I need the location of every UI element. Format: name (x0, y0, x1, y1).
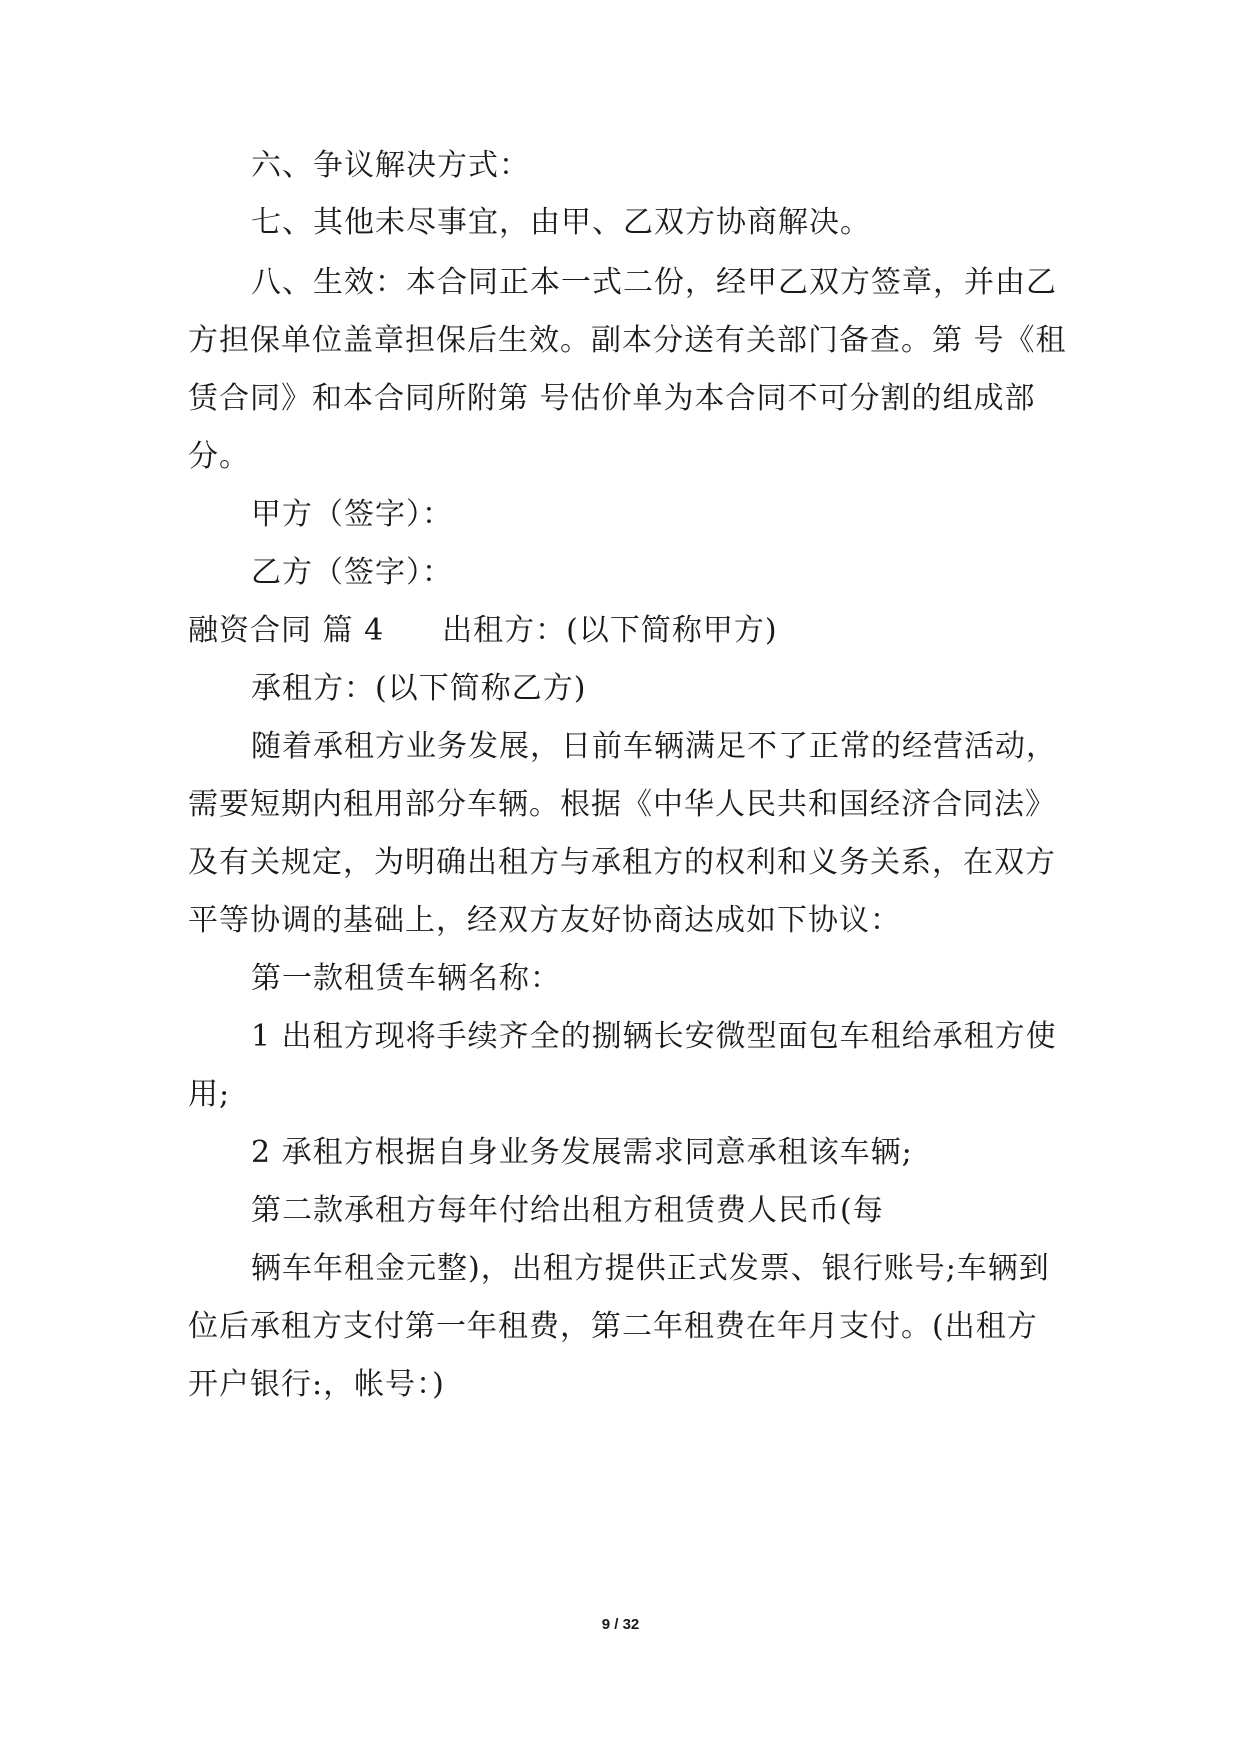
preamble-line-1: 随着承租方业务发展，日前车辆满足不了正常的经营活动， (251, 729, 1057, 764)
article-2-line-4: 开户银行:，帐号：) (188, 1367, 445, 1402)
clause-8-effect-line-3: 赁合同》和本合同所附第 号估价单为本合同不可分割的组成部 (188, 381, 1036, 416)
article-1-item-2: 2 承租方根据自身业务发展需求同意承租该车辆; (251, 1135, 913, 1170)
party-b-signature: 乙方（签字）： (251, 555, 453, 590)
party-a-signature: 甲方（签字）： (251, 497, 453, 532)
article-1-item-1-line-2: 用; (188, 1077, 231, 1112)
article-2-line-1: 第二款承租方每年付给出租方租赁费人民币(每 (251, 1193, 884, 1228)
section-title: 融资合同 篇 4 (188, 613, 385, 648)
article-1-item-1-line-1: 1 出租方现将手续齐全的捌辆长安微型面包车租给承租方使 (251, 1019, 1057, 1054)
article-2-line-3: 位后承租方支付第一年租费，第二年租费在年月支付。(出租方 (188, 1309, 1038, 1344)
clause-6-dispute: 六、争议解决方式： (251, 148, 530, 183)
article-1-title: 第一款租赁车辆名称： (251, 961, 561, 996)
clause-8-effect-line-1: 八、生效：本合同正本一式二份，经甲乙双方签章，并由乙 (251, 265, 1057, 300)
page-number: 9 / 32 (601, 1616, 640, 1633)
article-2-line-2: 辆车年租金元整)，出租方提供正式发票、银行账号;车辆到 (251, 1251, 1050, 1286)
lessor-label: 出租方：(以下简称甲方) (442, 613, 778, 648)
preamble-line-4: 平等协调的基础上，经双方友好协商达成如下协议： (188, 903, 901, 938)
section-heading-row (188, 613, 1068, 649)
preamble-line-2: 需要短期内租用部分车辆。根据《中华人民共和国经济合同法》 (188, 787, 1056, 822)
preamble-line-3: 及有关规定，为明确出租方与承租方的权利和义务关系，在双方 (188, 845, 1056, 880)
lessee-label: 承租方：(以下简称乙方) (251, 671, 587, 706)
clause-8-effect-line-4: 分。 (188, 439, 250, 474)
clause-7-other: 七、其他未尽事宜，由甲、乙双方协商解决。 (251, 205, 871, 240)
clause-8-effect-line-2: 方担保单位盖章担保后生效。副本分送有关部门备查。第 号《租 (188, 323, 1067, 358)
